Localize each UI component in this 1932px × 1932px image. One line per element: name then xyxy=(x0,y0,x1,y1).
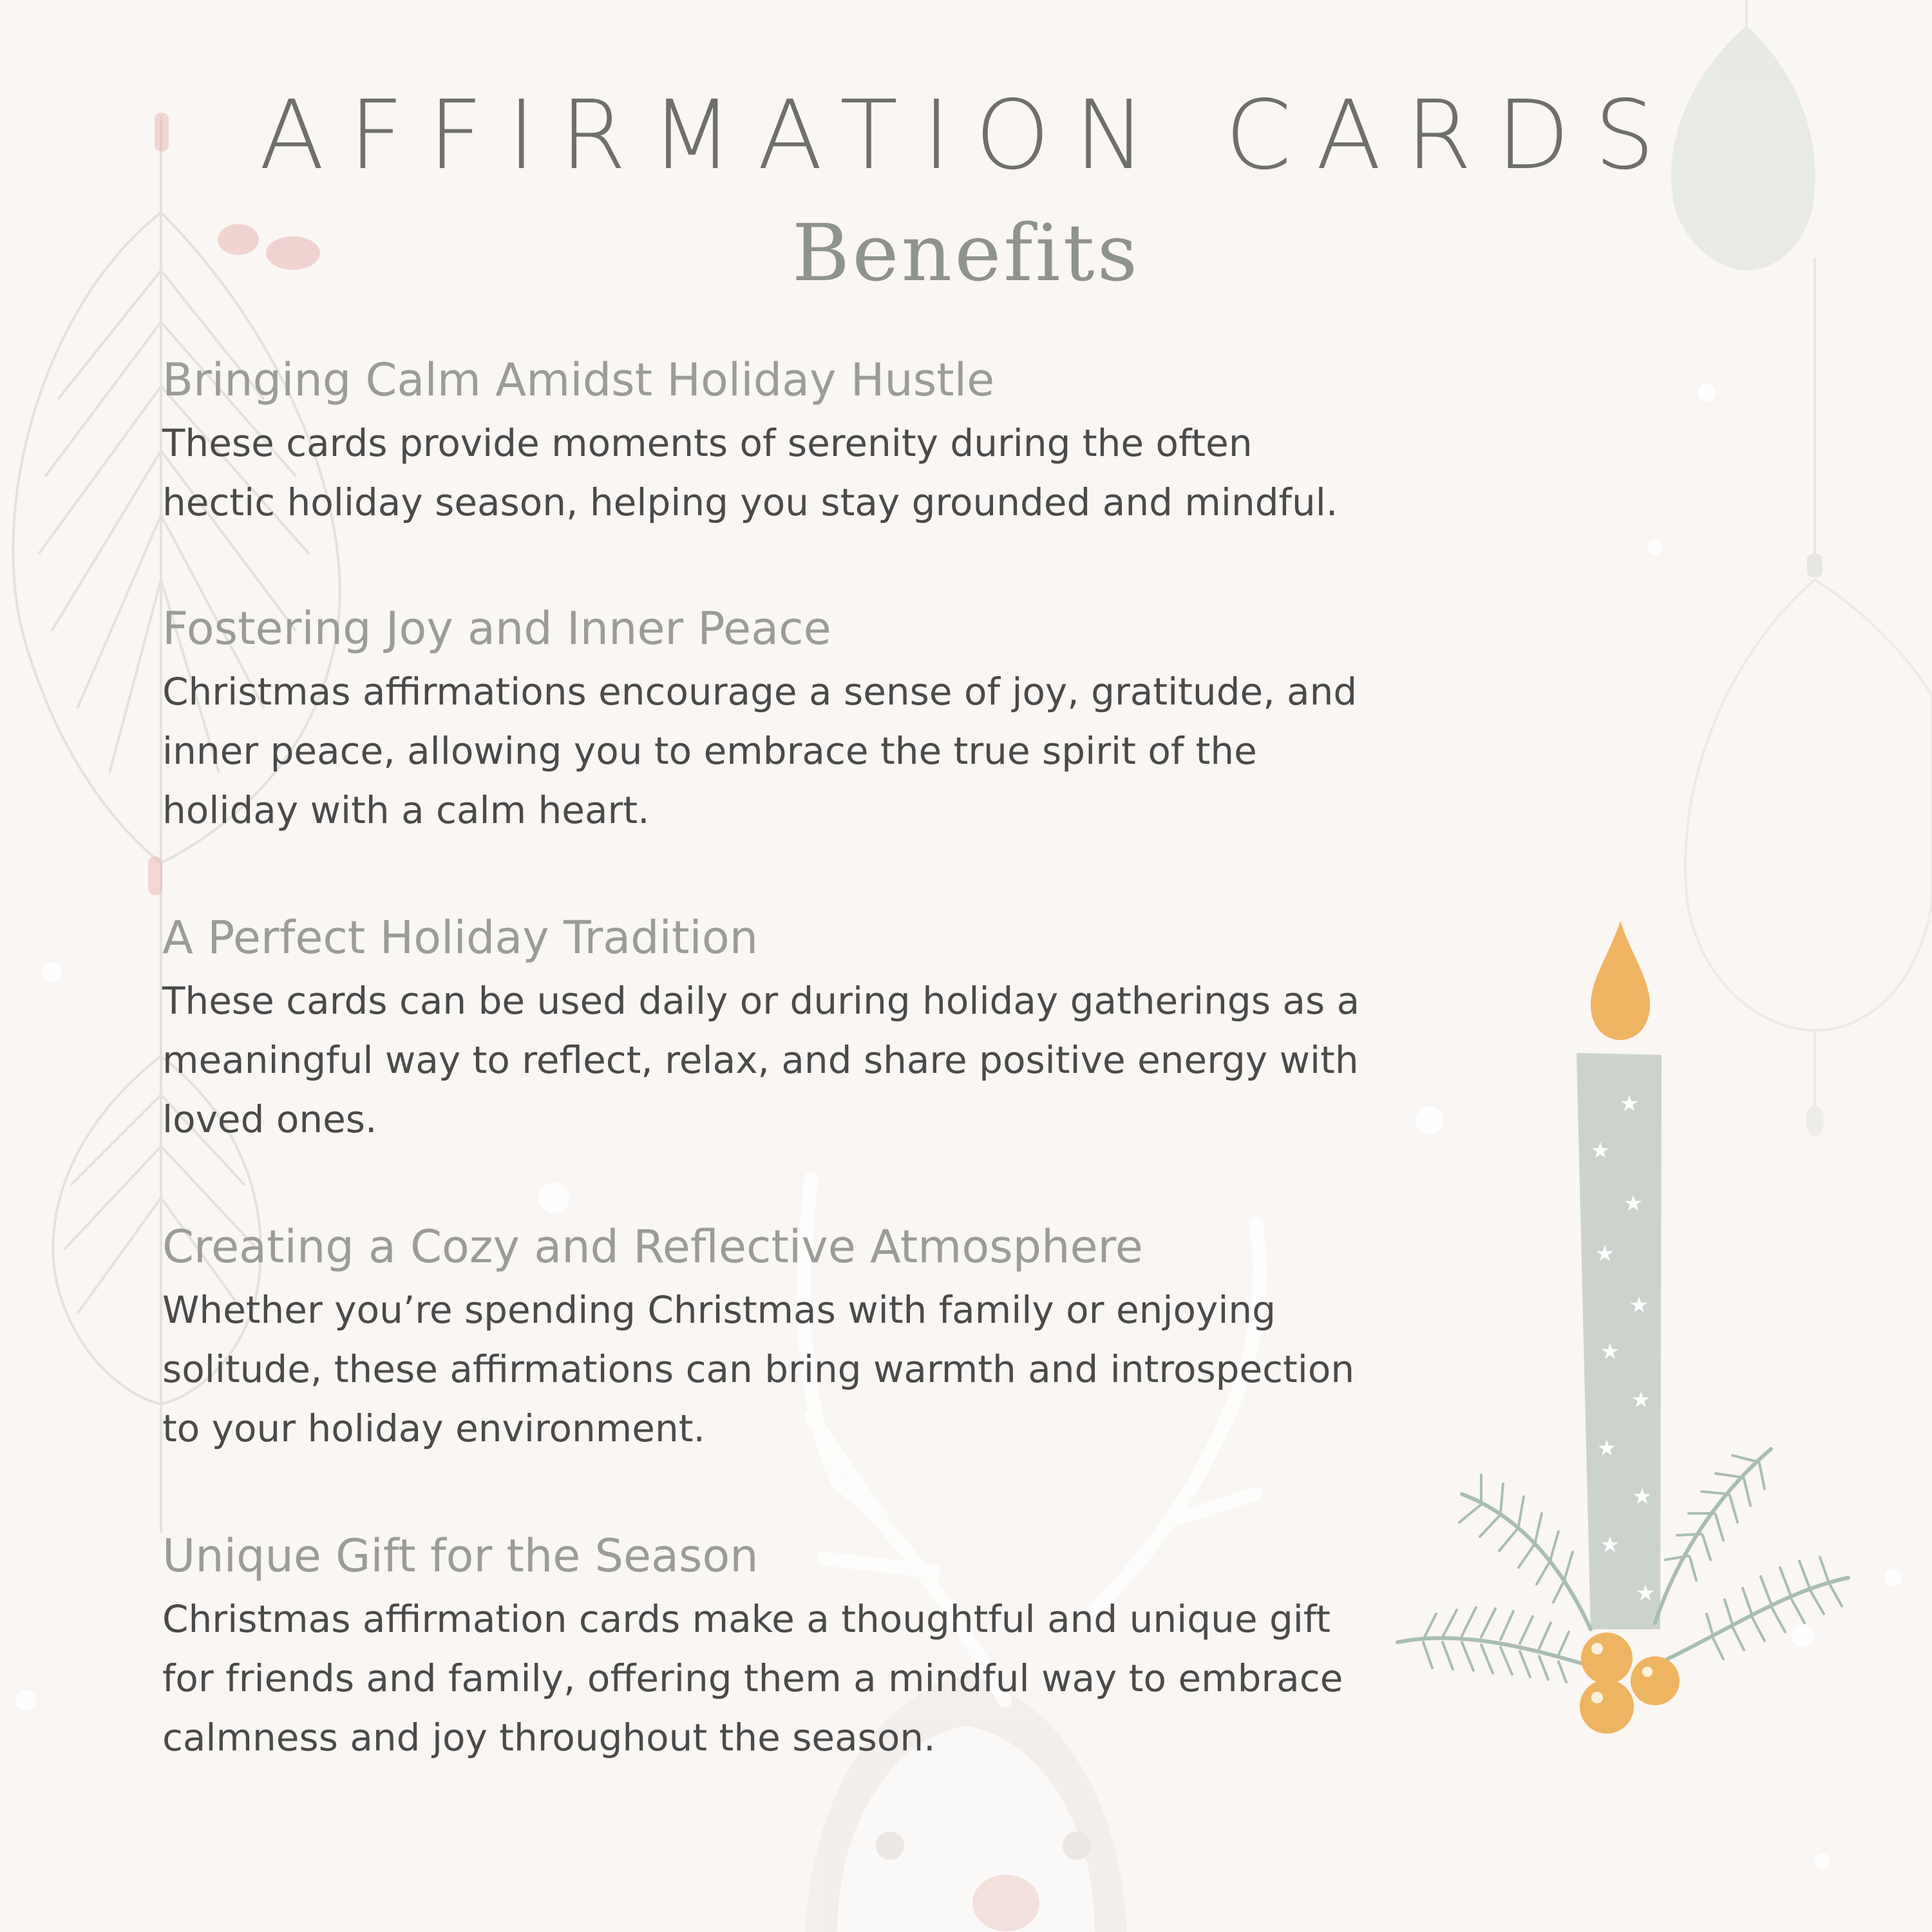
svg-text:★: ★ xyxy=(1600,1532,1620,1558)
svg-text:★: ★ xyxy=(1632,1484,1653,1510)
page-title: AFFIRMATION CARDS xyxy=(259,80,1680,191)
svg-text:★: ★ xyxy=(1619,1091,1640,1117)
svg-text:★: ★ xyxy=(1635,1580,1656,1606)
benefit-item xyxy=(162,1524,1386,1767)
flame-icon xyxy=(1591,921,1650,1040)
benefit-item xyxy=(162,348,1386,532)
svg-text:★: ★ xyxy=(1600,1339,1620,1365)
benefit-description: Christmas affirmations encourage a sense of joy, gratitude, and inner peace, allowing you to embrace the true spirit of the holiday with a calm heart. xyxy=(162,670,1358,832)
benefit-description: These cards can be used daily or during holiday gatherings as a meaningful way to reflect, relax, and share positive energy with loved ones. xyxy=(162,979,1360,1141)
benefit-description: Christmas affirmation cards make a thoughtful and unique gift for friends and family, offering them a mindful way to embrace calmness and joy throughout the season. xyxy=(162,1597,1343,1759)
benefit-title: Bringing Calm Amidst Holiday Hustle xyxy=(162,354,995,406)
svg-text:★: ★ xyxy=(1629,1293,1649,1318)
benefit-item xyxy=(162,1215,1386,1458)
page-subtitle: Benefits xyxy=(791,207,1141,299)
benefit-title: Creating a Cozy and Reflective Atmosphere xyxy=(162,1220,1143,1273)
benefit-item xyxy=(162,905,1386,1149)
benefit-title: Unique Gift for the Season xyxy=(162,1530,759,1582)
svg-text:★: ★ xyxy=(1631,1387,1651,1413)
svg-text:★: ★ xyxy=(1596,1435,1617,1461)
svg-text:★: ★ xyxy=(1623,1191,1643,1217)
svg-text:★: ★ xyxy=(1590,1138,1611,1164)
candle-illustration-icon xyxy=(1385,908,1861,1745)
svg-text:★: ★ xyxy=(1595,1241,1615,1267)
benefit-description: These cards provide moments of serenity during the often hectic holiday season, helping you stay grounded and mindful. xyxy=(162,421,1338,524)
benefit-title: A Perfect Holiday Tradition xyxy=(162,911,759,964)
benefit-title: Fostering Joy and Inner Peace xyxy=(162,602,831,655)
benefit-item xyxy=(162,596,1386,840)
benefit-description: Whether you’re spending Christmas with family or enjoying solitude, these affirmations can bring warmth and introspection to your holiday environment. xyxy=(162,1288,1355,1450)
orange-berries-icon xyxy=(1580,1633,1680,1734)
